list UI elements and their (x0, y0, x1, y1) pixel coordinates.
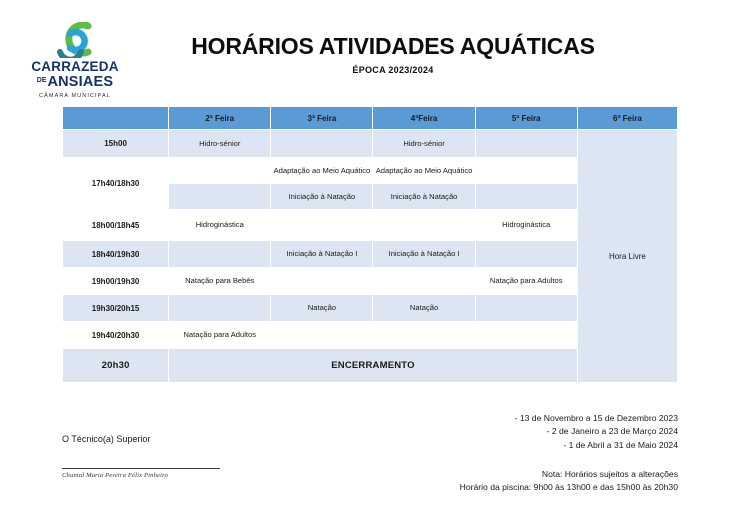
cell-mon: Hidro-sénior (169, 130, 271, 158)
schedule-table (62, 106, 678, 383)
signature-line (62, 468, 220, 469)
cell-mon (169, 184, 271, 210)
logo-name-line2: ANSIAES (47, 73, 114, 90)
cell-thu (475, 322, 577, 349)
cell-thu (475, 295, 577, 322)
logo-name-prefix: DE (36, 76, 47, 84)
column-header-monday: 2ª Feira (169, 107, 271, 130)
schedule-table-wrapper (62, 106, 678, 383)
period-item: - 2 de Janeiro a 23 de Março 2024 (546, 426, 678, 437)
row-time: 17h40/18h30 (63, 158, 169, 210)
closing-cell: ENCERRAMENTO (169, 349, 578, 383)
table-header-row (63, 107, 678, 130)
row-time: 18h00/18h45 (63, 210, 169, 241)
municipality-logo (0, 18, 150, 99)
row-time: 20h30 (63, 349, 169, 383)
title-block (150, 18, 736, 75)
cell-thu (475, 158, 577, 184)
document-header (0, 0, 736, 99)
cell-mon (169, 241, 271, 268)
column-header-tuesday: 3ª Feira (271, 107, 373, 130)
cell-wed (373, 210, 475, 241)
row-time: 19h00/19h30 (63, 268, 169, 295)
cell-wed: Adaptação ao Meio Aquático (373, 158, 475, 184)
note-line: Nota: Horários sujeitos a alterações (541, 468, 678, 479)
cell-tue: Adaptação ao Meio Aquático (271, 158, 373, 184)
cell-wed (373, 268, 475, 295)
column-header-wednesday: 4ªFeira (373, 107, 475, 130)
cell-tue (271, 130, 373, 158)
period-item: - 1 de Abril a 31 de Maio 2024 (563, 439, 678, 450)
cell-tue (271, 268, 373, 295)
cell-mon (169, 158, 271, 184)
cell-mon (169, 295, 271, 322)
column-header-friday: 6ª Feira (577, 107, 677, 130)
cell-wed (373, 322, 475, 349)
cell-wed: Iniciação à Natação (373, 184, 475, 210)
cell-thu (475, 241, 577, 268)
cell-tue: Natação (271, 295, 373, 322)
row-time: 19h30/20h15 (63, 295, 169, 322)
logo-name-line1: CARRAZEDA (31, 59, 119, 74)
document-footer (0, 412, 736, 520)
signer-name: Chantal Maria Pereira Félix Pinheiro (62, 472, 168, 479)
cell-thu (475, 184, 577, 210)
cell-thu (475, 130, 577, 158)
page-subtitle: ÉPOCA 2023/2024 (352, 65, 434, 76)
cell-wed: Natação (373, 295, 475, 322)
cell-mon: Hidroginástica (169, 210, 271, 241)
pool-hours-line: Horário da piscina: 9h00 às 13h00 e das 15h00 às 20h30 (459, 482, 678, 493)
cell-tue (271, 322, 373, 349)
cell-tue: Iniciação à Natação I (271, 241, 373, 268)
cell-mon: Natação para Bebés (169, 268, 271, 295)
period-item: - 13 de Novembro a 15 de Dezembro 2023 (514, 413, 678, 423)
column-header-thursday: 5ª Feira (475, 107, 577, 130)
cell-mon: Natação para Adultos (169, 322, 271, 349)
carrazeda-c-logo-icon (48, 22, 102, 58)
cell-thu: Hidroginástica (475, 210, 577, 241)
cell-wed: Hidro-sénior (373, 130, 475, 158)
signature-block (62, 434, 362, 479)
logo-subtitle: CÂMARA MUNICIPAL (39, 93, 111, 99)
row-time: 18h40/19h30 (63, 241, 169, 268)
column-header-time (63, 107, 169, 130)
signer-title: O Técnico(a) Superior (62, 434, 151, 444)
page-title: HORÁRIOS ATIVIDADES AQUÁTICAS (191, 33, 595, 59)
cell-wed: Iniciação à Natação I (373, 241, 475, 268)
row-time: 15h00 (63, 130, 169, 158)
cell-thu: Natação para Adultos (475, 268, 577, 295)
free-hour-cell: Hora Livre (577, 130, 677, 383)
cell-tue (271, 210, 373, 241)
table-row (63, 130, 678, 158)
cell-tue: Iniciação à Natação (271, 184, 373, 210)
row-time: 19h40/20h30 (63, 322, 169, 349)
